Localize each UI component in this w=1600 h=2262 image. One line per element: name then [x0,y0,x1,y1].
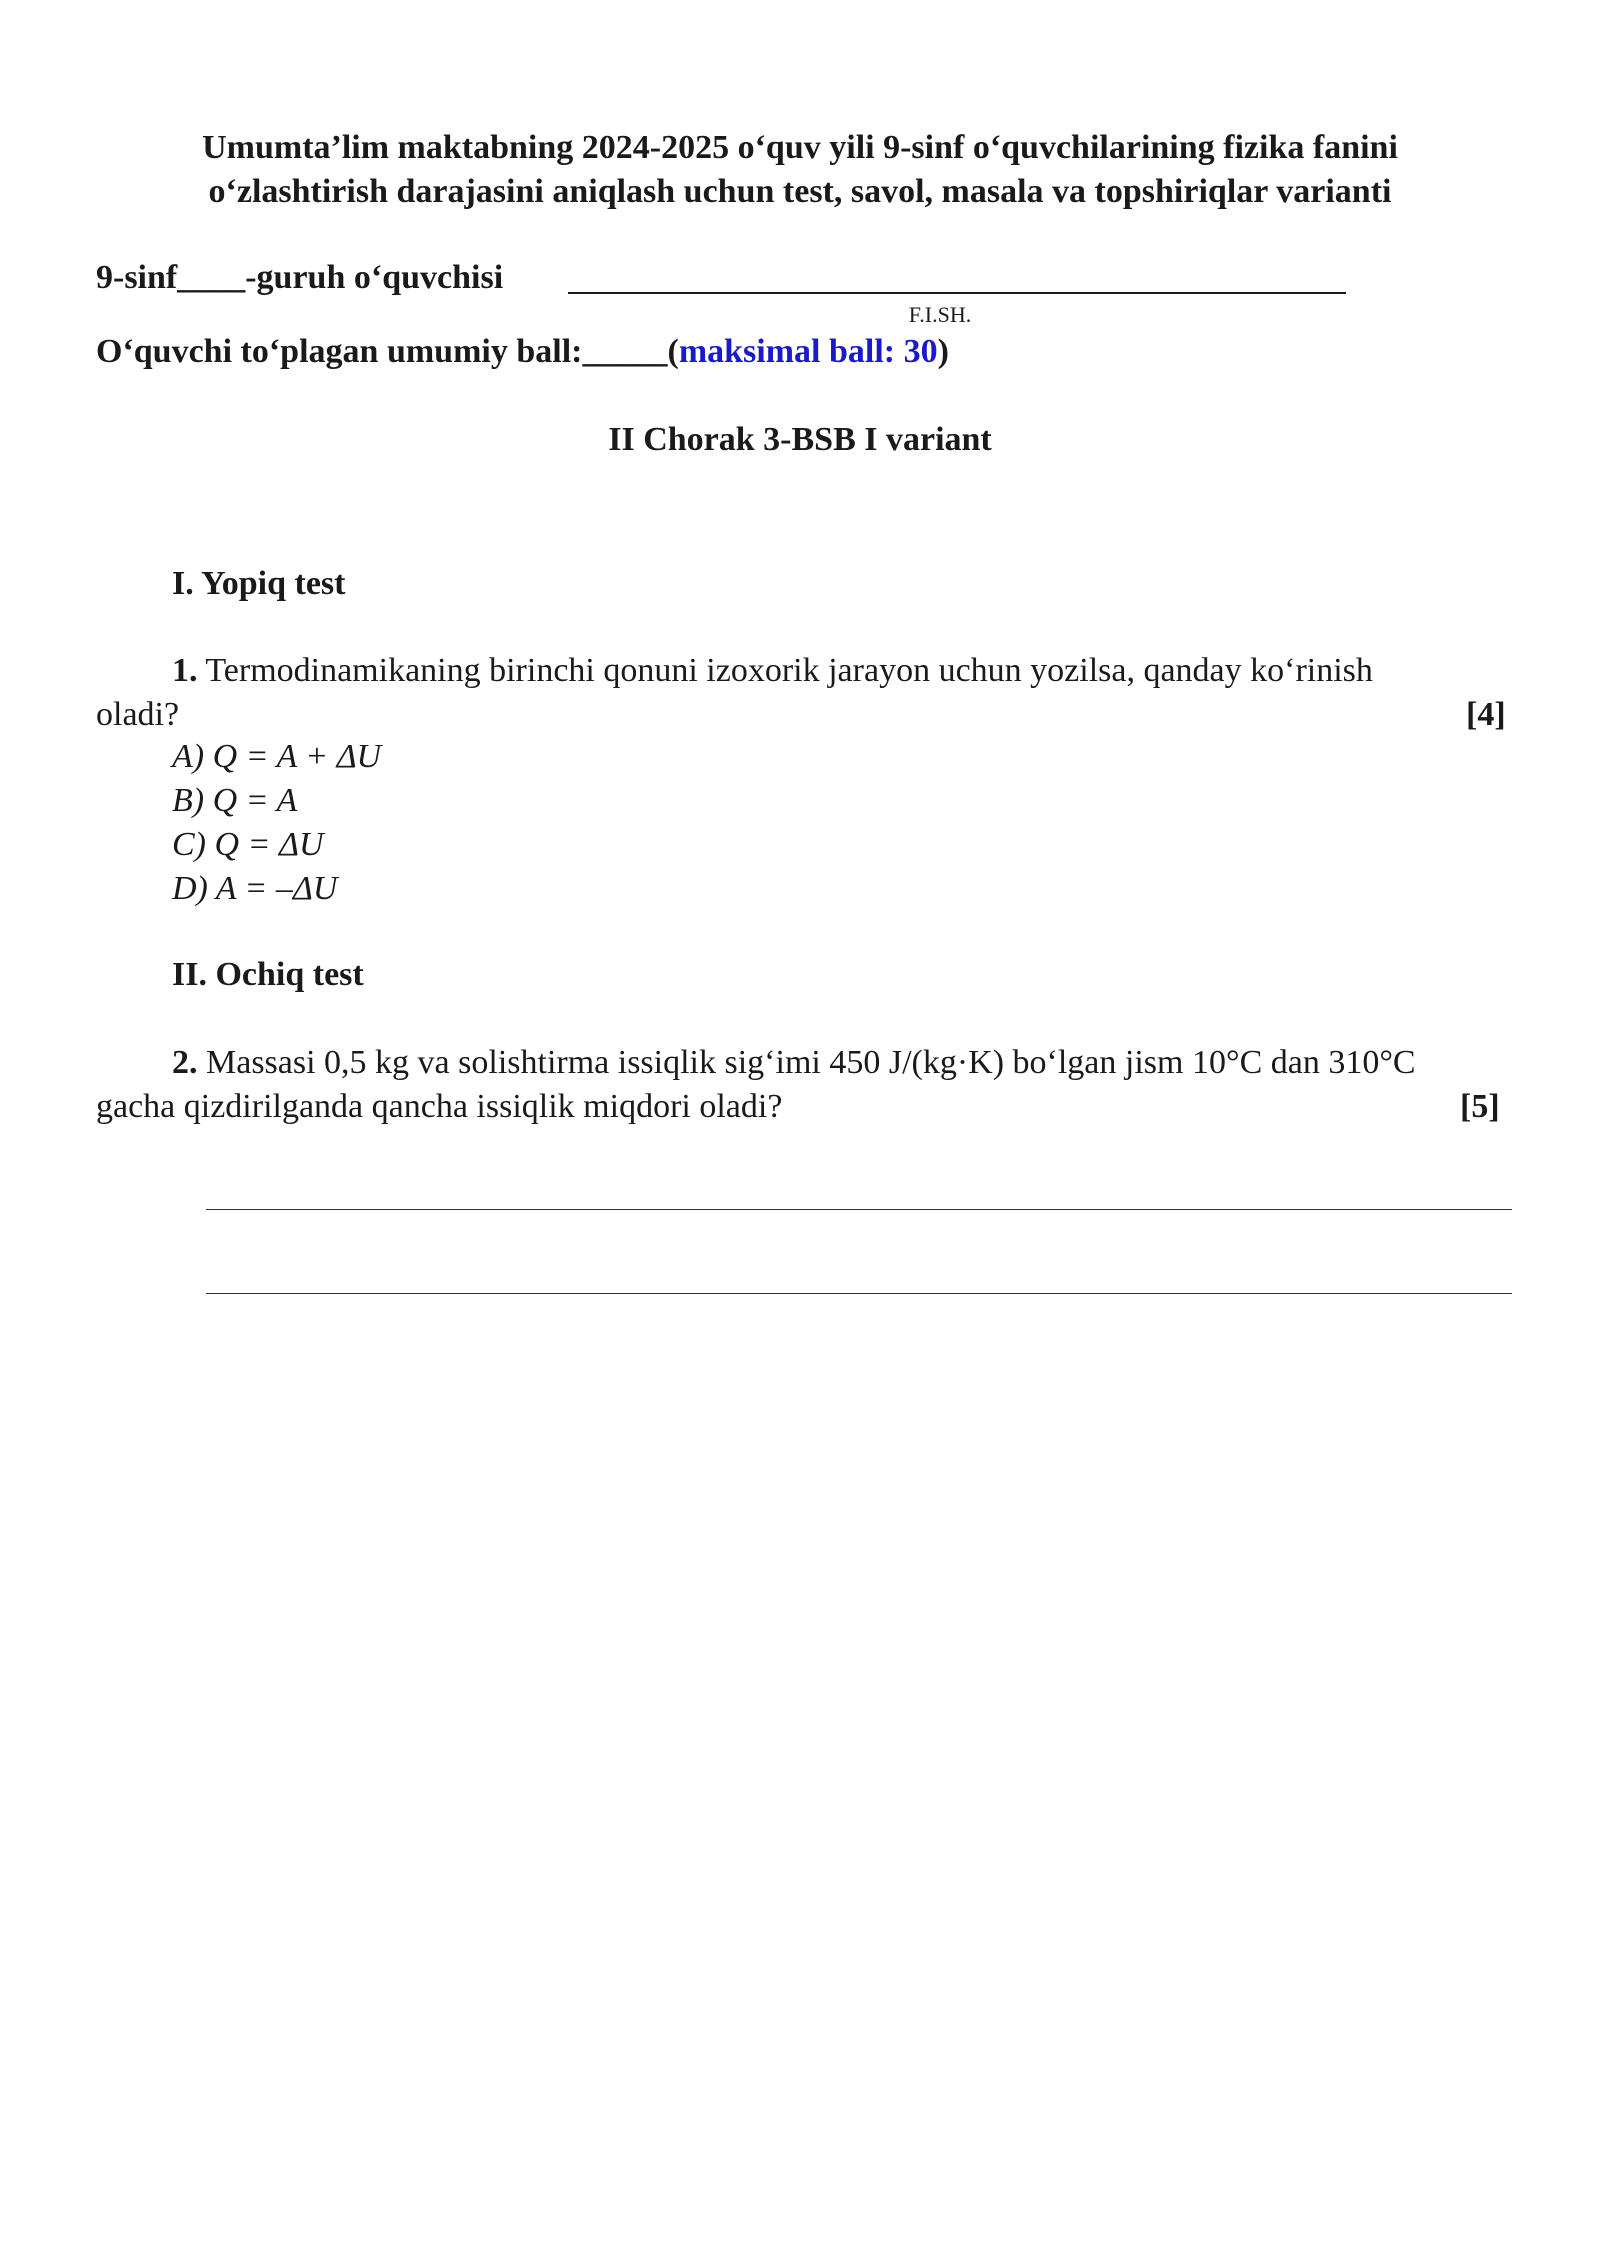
option-a[interactable]: A) Q = A + ΔU [172,738,382,775]
score-close: ) [937,333,949,370]
question-2 [96,1041,1476,1129]
max-score-text: maksimal ball: 30 [678,333,938,370]
section-closed-test: I. Yopiq test [172,565,346,602]
question-2-points: [5] [1460,1088,1500,1125]
document-title-line2: o‘zlashtirish darajasini aniqlash uchun test, savol, masala va topshiriqlar varianti [208,173,1392,210]
score-row [96,330,949,374]
option-b[interactable]: B) Q = A [172,782,298,819]
answer-line-1[interactable] [206,1209,1512,1210]
student-class-label: 9-sinf____-guruh o‘quvchisi [96,259,504,296]
question-2-number: 2. [172,1044,198,1081]
answer-line-2[interactable] [206,1293,1512,1294]
student-name-field[interactable] [568,292,1346,294]
score-label: O‘quvchi to‘plagan umumiy ball:_____( [96,333,679,370]
question-1-text: Termodinamikaning birinchi qonuni izoxorik jarayon uchun yozilsa, qanday ko‘rinish oladi? [96,652,1373,733]
student-name-caption: F.I.SH. [908,302,972,327]
document-title-line1: Umumta’lim maktabning 2024-2025 o‘quv yili 9-sinf o‘quvchilarining fizika fanini [202,129,1398,166]
question-1-number: 1. [172,652,198,689]
question-1-points: [4] [1466,696,1506,733]
question-1 [96,649,1396,737]
question-2-text: Massasi 0,5 kg va solishtirma issiqlik sig‘imi 450 J/(kg·K) bo‘lgan jism 10°C dan 310°C gacha qizdirilganda qancha issiqlik miqdori oladi? [96,1044,1416,1125]
option-d[interactable]: D) A = –ΔU [172,870,338,907]
option-c[interactable]: C) Q = ΔU [172,826,324,863]
variant-heading: II Chorak 3-BSB I variant [608,421,992,458]
section-open-test: II. Ochiq test [172,956,364,993]
